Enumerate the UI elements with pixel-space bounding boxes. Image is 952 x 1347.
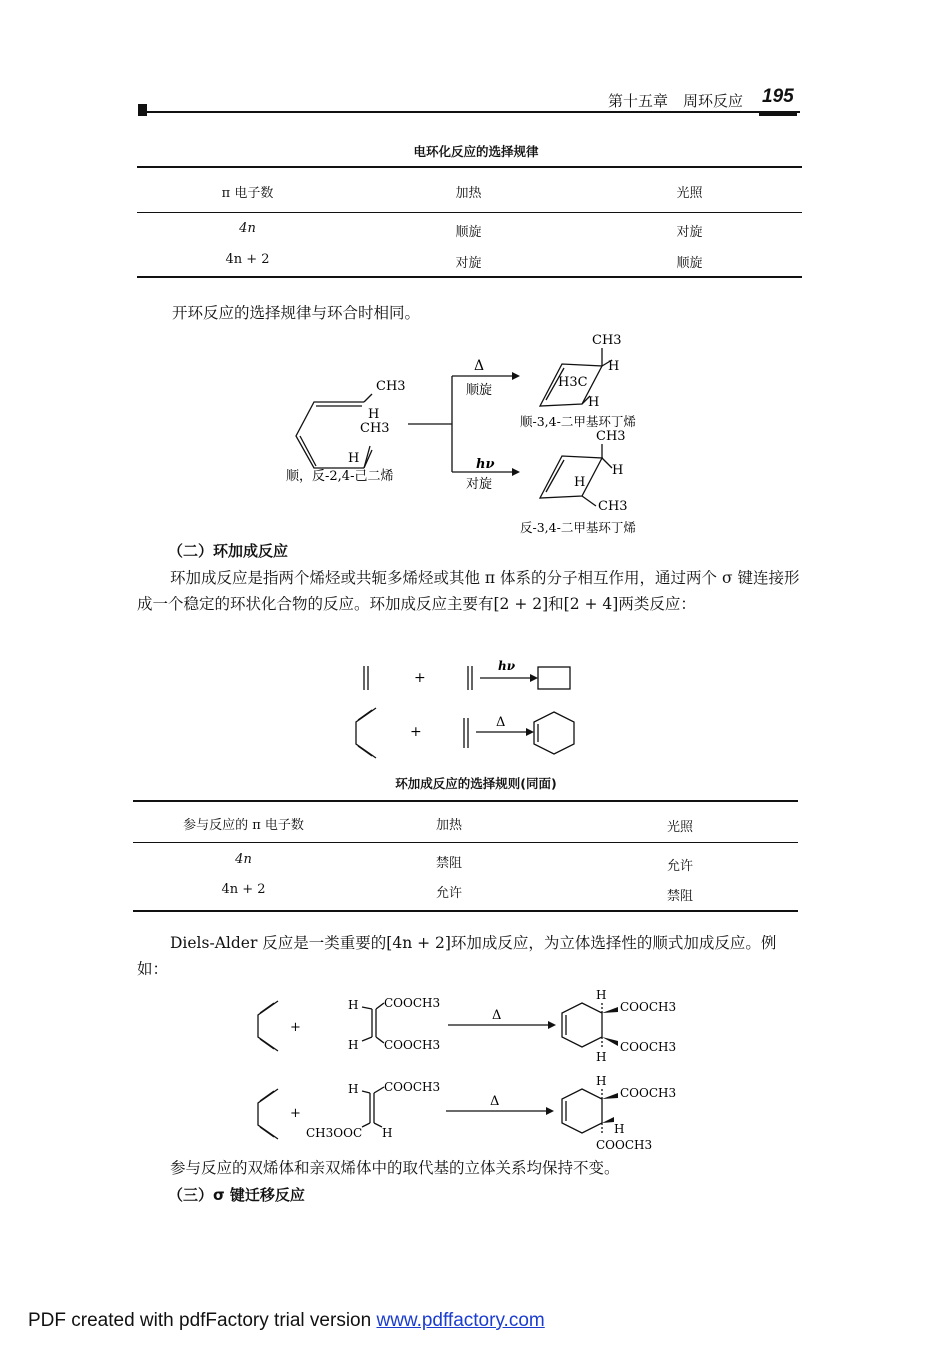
paragraph-ring-opening: 开环反应的选择规律与环合时相同。 — [172, 304, 421, 322]
da1-product-coome-bottom: COOCH3 — [620, 1040, 677, 1054]
heat-condition: Δ — [496, 715, 506, 730]
top-product-h-bottom: H — [588, 395, 600, 410]
table2-caption: 环加成反应的选择规则(同面) — [395, 776, 557, 791]
table2-header-light: 光照 — [666, 820, 693, 835]
table1-header-light: 光照 — [676, 186, 703, 201]
reactant-ch3-label-2: CH3 — [360, 421, 390, 436]
table2-bottom-rule — [133, 910, 798, 912]
da2-coome-top: COOCH3 — [384, 1080, 441, 1094]
da1-coome-bottom: COOCH3 — [384, 1038, 441, 1052]
bottom-product-name: 反-3,4-二甲基环丁烯 — [520, 520, 636, 535]
plus-sign-1: + — [414, 670, 426, 686]
top-product-name: 顺-3,4-二甲基环丁烯 — [520, 414, 636, 429]
top-mode: 顺旋 — [466, 383, 493, 398]
da1-product-h-top: H — [596, 988, 607, 1002]
footer-link[interactable]: www.pdffactory.com — [376, 1310, 545, 1331]
table2-header-electrons: 参与反应的 π 电子数 — [183, 818, 304, 833]
table2-r2-electrons: 4n + 2 — [221, 882, 266, 897]
diels-alder-scheme — [0, 985, 952, 1155]
bottom-product-h-right: H — [612, 463, 624, 478]
da1-product-coome-top: COOCH3 — [620, 1000, 677, 1014]
page-number: 195 — [762, 86, 794, 107]
table2-r2-heat: 允许 — [435, 886, 462, 901]
table1-caption: 电环化反应的选择规律 — [413, 144, 539, 159]
retention-paragraph: 参与反应的双烯体和亲双烯体中的取代基的立体关系均保持不变。 — [170, 1159, 620, 1177]
table1-r2-heat: 对旋 — [455, 256, 482, 271]
table2-mid-rule — [133, 842, 798, 843]
hv-condition: hν — [498, 659, 516, 673]
reactant-ch3-label: CH3 — [376, 379, 406, 394]
da2-product-h-top: H — [596, 1074, 607, 1088]
top-product-h3c: H3C — [558, 375, 588, 390]
da1-h-top: H — [348, 998, 359, 1012]
top-condition: Δ — [474, 358, 485, 374]
da2-h-top: H — [348, 1082, 359, 1096]
table1-header-electrons: π 电子数 — [221, 186, 274, 201]
header-square-marker — [138, 104, 147, 116]
table1-r1-light: 对旋 — [676, 225, 703, 240]
table1-bottom-rule — [137, 276, 802, 278]
pdf-footer — [28, 1310, 545, 1332]
table1-r1-heat: 顺旋 — [455, 225, 482, 240]
top-product-ch3: CH3 — [592, 333, 622, 348]
section2-paragraph: 环加成反应是指两个烯烃或共轭多烯烃或其他 π 体系的分子相互作用，通过两个 σ 键连接形成一个稳定的环状化合物的反应。环加成反应主要有[2 + 2]和[2 + 4]两类反应： — [137, 569, 800, 613]
bottom-condition: hν — [476, 457, 495, 472]
table1-header-heat: 加热 — [455, 186, 482, 201]
reactant-h-label-2: H — [348, 451, 360, 466]
da1-heat: Δ — [492, 1008, 502, 1023]
bottom-mode: 对旋 — [466, 477, 493, 492]
da2-plus: + — [290, 1106, 301, 1121]
section2-title: （二）环加成反应 — [168, 542, 289, 560]
diels-alder-paragraph: Diels-Alder 反应是一类重要的[4n + 2]环加成反应，为立体选择性的顺式加成反应。例如： — [137, 934, 777, 978]
table2-r1-light: 允许 — [666, 859, 693, 874]
da1-product-h-bottom: H — [596, 1050, 607, 1064]
chapter-header: 第十五章 周环反应 — [608, 92, 744, 110]
da2-heat: Δ — [490, 1094, 500, 1109]
table2-r1-electrons: 4n — [235, 852, 252, 867]
table2-top-rule — [133, 800, 798, 802]
section3-title: （三）σ 键迁移反应 — [168, 1186, 305, 1204]
da2-product-coome-top: COOCH3 — [620, 1086, 677, 1100]
table1-r2-electrons: 4n + 2 — [225, 252, 270, 267]
da1-coome-top: COOCH3 — [384, 996, 441, 1010]
da2-product-h-right: H — [614, 1122, 625, 1136]
bottom-product-ch3-top: CH3 — [596, 429, 626, 444]
footer-text: PDF created with pdfFactory trial version — [28, 1310, 377, 1331]
table1-r1-electrons: 4n — [239, 221, 256, 236]
table2-r1-heat: 禁阻 — [435, 856, 462, 871]
da1-plus: + — [290, 1020, 301, 1035]
header-page-bar — [759, 112, 797, 116]
da2-h-bottom: H — [382, 1126, 393, 1140]
plus-sign-2: + — [410, 724, 422, 740]
bottom-product-h-left: H — [574, 475, 586, 490]
cycloaddition-scheme — [0, 650, 952, 770]
table1-top-rule — [137, 166, 802, 168]
table1-mid-rule — [137, 212, 802, 213]
table1-r2-light: 顺旋 — [676, 256, 703, 271]
da1-h-bottom: H — [348, 1038, 359, 1052]
da2-product-coome-bottom: COOCH3 — [596, 1138, 653, 1152]
header-rule — [140, 111, 800, 113]
table2-r2-light: 禁阻 — [666, 889, 693, 904]
bottom-product-ch3-bottom: CH3 — [598, 499, 628, 514]
da2-ch3ooc: CH3OOC — [306, 1126, 363, 1140]
reactant-h-label-1: H — [368, 407, 380, 422]
electrocyclic-scheme — [0, 320, 952, 540]
reactant-name: 顺，反-2,4-己二烯 — [286, 469, 394, 484]
top-product-h-right: H — [608, 359, 620, 374]
table2-header-heat: 加热 — [435, 818, 462, 833]
